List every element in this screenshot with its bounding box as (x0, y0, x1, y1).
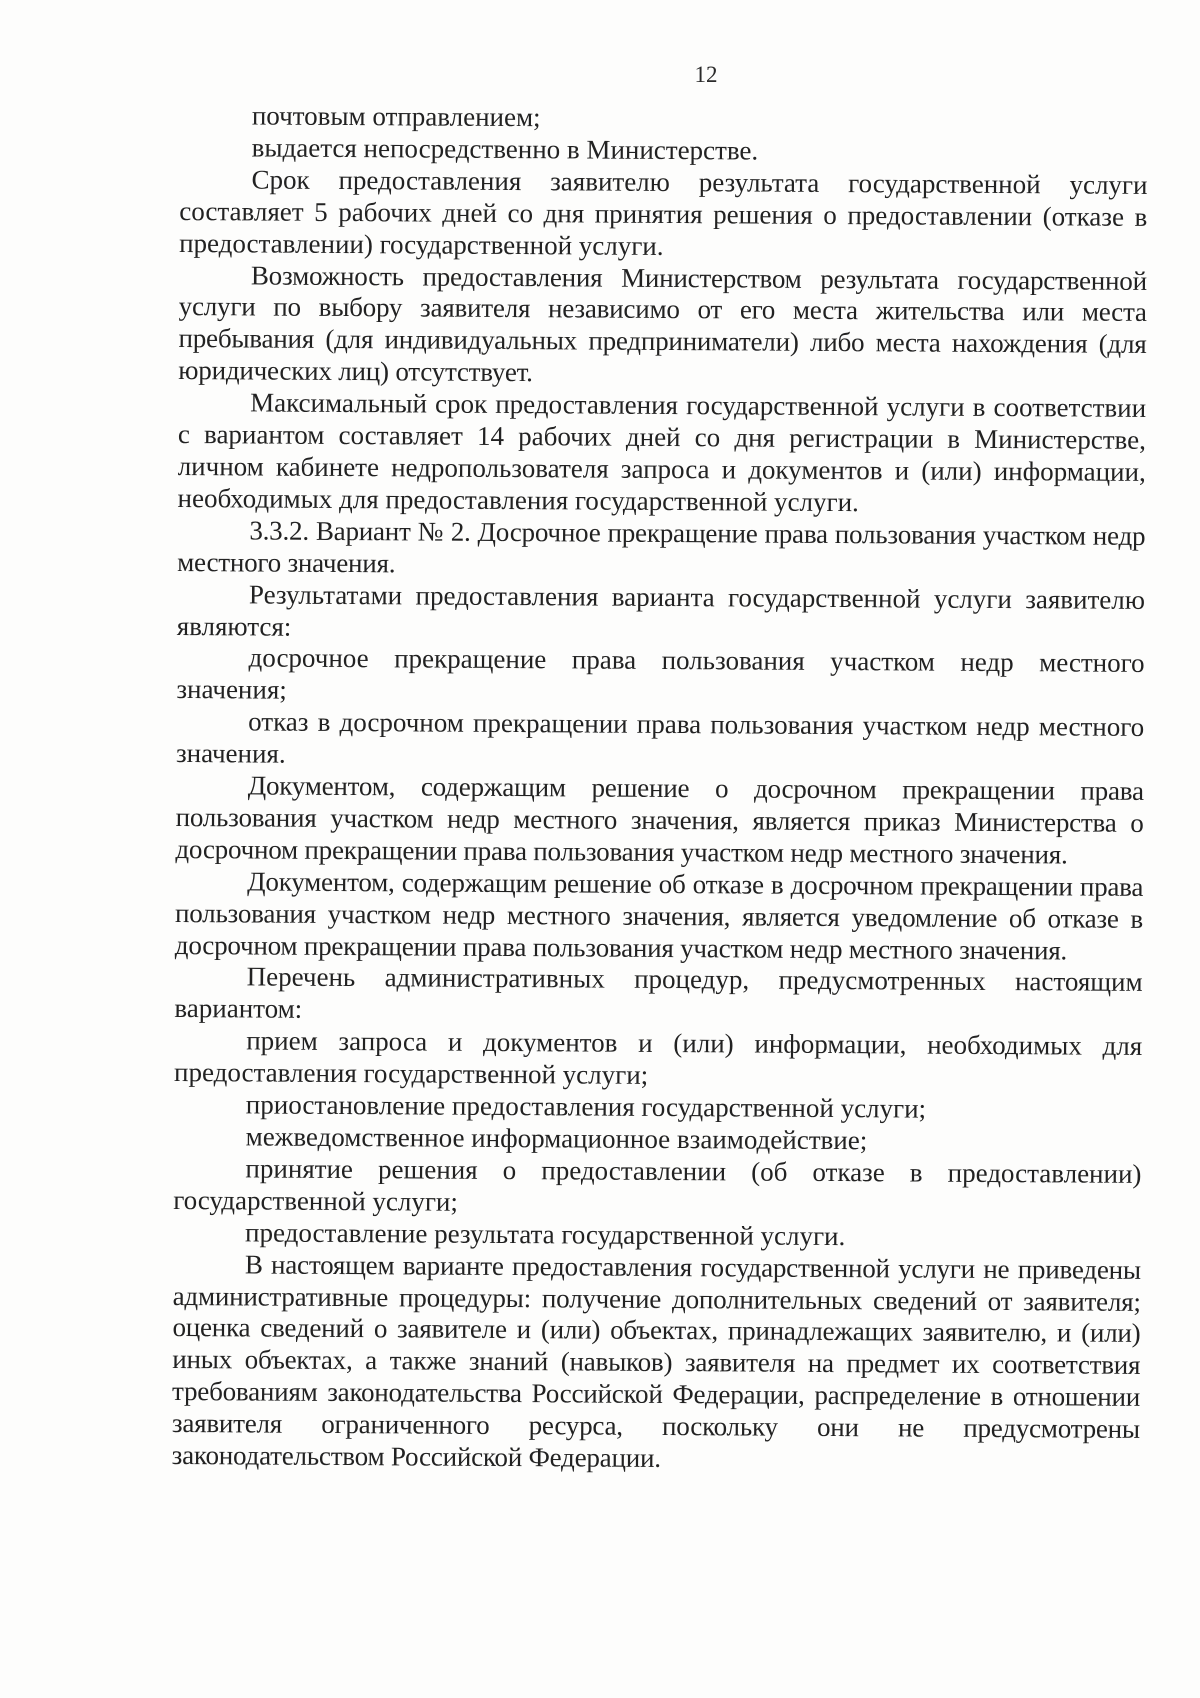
paragraph: Перечень административных процедур, предусмотренных настоящим вариантом: (174, 961, 1143, 1025)
list-item: приостановление предоставления государственной услуги; (245, 1089, 927, 1124)
paragraph: В настоящем варианте предоставления государственной услуги не приведены административные процедуры: получение дополнительных сведений от заявителя; оценка сведений о заявителе и (или) объектах, принадлежащих заявителю, и (или) иных объектах, а также знаний (навыков) заявителя на предмет их соответствия требованиям законодательства Российской Федерации, распределение в отношении заявителя ограниченного ресурса, поскольку они не предусмотрены законодательством Российской Федерации. (171, 1249, 1141, 1474)
page-number: 12 (694, 62, 718, 87)
paragraph: Документом, содержащим решение о досрочном прекращении права пользования участком недр местного значения, является приказ Министерства о досрочном прекращении права пользования участком недр местного значения. (175, 770, 1144, 870)
list-item: отказ в досрочном прекращении права пользования участком недр местного значения. (175, 706, 1145, 769)
section-heading: 3.3.2. Вариант № 2. Досрочное прекращение права пользования участком недр местного значения. (177, 515, 1146, 579)
paragraph: выдается непосредственно в Министерстве. (251, 132, 759, 166)
paragraph: Срок предоставления заявителю результата государственной услуги составляет 5 рабочих дней со дня принятия решения о предоставлении (отказе в предоставлении) государственной услуги. (179, 164, 1148, 261)
paragraph: почтовым отправлением; (251, 100, 541, 133)
paragraph: Максимальный срок предоставления государственной услуги в соответствии с вариантом составляет 14 рабочих дней со дня регистрации в Министерстве, личном кабинете недропользователя запроса и документов и (или) информации, необходимых для предоставления государственной услуги. (177, 387, 1147, 518)
paragraph: Возможность предоставления Министерством результата государственной услуги по выбору заявителя независимо от его места жительства или места пребывания (для индивидуальных предприниматели) либо места нахождения (для юридических лиц) отсутствует. (178, 259, 1148, 388)
list-item: принятие решения о предоставлении (об отказе в предоставлении) государственной услуги; (173, 1153, 1142, 1217)
paragraph: Документом, содержащим решение об отказе в досрочном прекращении права пользования участком недр местного значения, является уведомление об отказе в досрочном прекращении права пользования участком недр местного значения. (174, 866, 1144, 965)
list-item: межведомственное информационное взаимодействие; (245, 1121, 868, 1156)
list-item: предоставление результата государственной услуги. (244, 1217, 846, 1251)
list-item: досрочное прекращение права пользования участком недр местного значения; (176, 642, 1145, 705)
list-item: прием запроса и документов и (или) информации, необходимых для предоставления государственной услуги; (173, 1025, 1143, 1091)
paragraph: Результатами предоставления варианта государственной услуги заявителю являются: (176, 579, 1146, 642)
document-body (172, 100, 1148, 1478)
